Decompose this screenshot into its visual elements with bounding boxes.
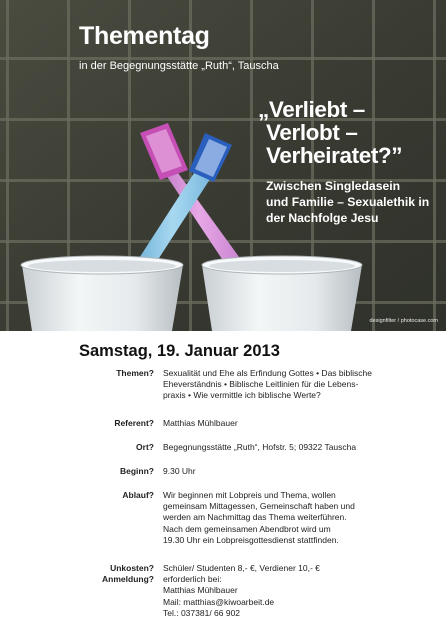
detail-line: Matthias Mühlbauer bbox=[163, 585, 238, 596]
detail-label: Ort? bbox=[136, 442, 154, 452]
detail-label bbox=[102, 563, 154, 585]
detail-line: werden am Nachmittag das Thema weiterführen. bbox=[163, 512, 347, 523]
detail-line: Tel.: 037381/ 66 902 bbox=[163, 607, 241, 618]
lead-line: Zwischen Singledasein bbox=[266, 179, 401, 193]
detail-line: Eheverständnis • Biblische Leitlinien für die Lebens- bbox=[163, 379, 359, 390]
detail-line: Begegnungsstätte „Ruth“, Hofstr. 5; 09322 Tauscha bbox=[163, 442, 357, 452]
event-subtitle: in der Begegnungsstätte „Ruth“, Tauscha bbox=[79, 60, 279, 72]
detail-value bbox=[163, 466, 403, 477]
detail-label: Ablauf? bbox=[122, 490, 154, 500]
detail-value bbox=[163, 442, 403, 453]
detail-line: praxis • Wie vermittle ich biblische Werte? bbox=[163, 390, 321, 401]
detail-line: Wir beginnen mit Lobpreis und Thema, wollen bbox=[163, 490, 336, 500]
detail-value bbox=[163, 368, 403, 402]
detail-line: erforderlich bei: bbox=[163, 574, 222, 585]
detail-value bbox=[163, 563, 403, 619]
detail-label: Themen? bbox=[116, 368, 154, 378]
motto-line: „Verliebt – bbox=[258, 97, 365, 122]
detail-label: Beginn? bbox=[120, 466, 154, 476]
detail-line: Matthias Mühlbauer bbox=[163, 418, 238, 428]
detail-value bbox=[163, 490, 403, 546]
detail-label-line: Unkosten? bbox=[110, 563, 154, 573]
lead-line: und Familie – Sexualethik in bbox=[266, 195, 430, 209]
detail-value bbox=[163, 418, 403, 429]
motto-line: Verheiratet?” bbox=[266, 143, 403, 168]
detail-label-line: Anmeldung? bbox=[102, 574, 154, 585]
detail-line: Nach dem gemeinsamen Abendbrot wird um bbox=[163, 523, 331, 534]
motto-line: Verlobt – bbox=[266, 120, 358, 145]
detail-label: Referent? bbox=[114, 418, 154, 428]
detail-line: gemeinsam Mittagessen, Gemeinschaft haben und bbox=[163, 501, 355, 512]
event-title: Thementag bbox=[79, 22, 210, 50]
detail-line: Mail: matthias@kiwoarbeit.de bbox=[163, 596, 275, 607]
detail-line: Schüler/ Studenten 8,- €, Verdiener 10,- € bbox=[163, 563, 320, 573]
event-date: Samstag, 19. Januar 2013 bbox=[79, 342, 280, 360]
detail-line: 19.30 Uhr ein Lobpreisgottesdienst stattfinden. bbox=[163, 534, 339, 545]
detail-line: 9.30 Uhr bbox=[163, 466, 196, 476]
lead-line: der Nachfolge Jesu bbox=[266, 211, 379, 225]
detail-line: Sexualität und Ehe als Erfindung Gottes • Das biblische bbox=[163, 368, 372, 378]
photo-credit: designfilter / photocase.com bbox=[369, 318, 438, 324]
